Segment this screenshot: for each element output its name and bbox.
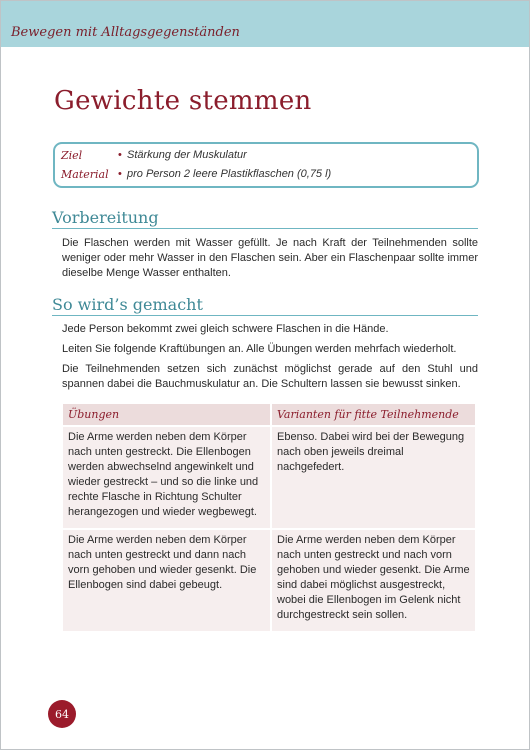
- info-label: Ziel: [61, 149, 83, 162]
- info-value: Stärkung der Muskulatur: [127, 149, 247, 161]
- exercise-table: [63, 404, 477, 631]
- paragraph-instruction: Jede Person bekommt zwei gleich schwere Flaschen in die Hände.: [62, 323, 389, 335]
- paragraph-vorbereitung: Die Flaschen werden mit Wasser gefüllt. Je nach Kraft der Teilnehmenden sollte weniger oder mehr Wasser in den Flaschen sein. Aber ein Flaschenpaar sollte immer dieselbe Menge Wasser enthalten.: [62, 237, 478, 279]
- table-header-cell: Übungen: [63, 404, 271, 426]
- info-label: Material: [61, 168, 109, 181]
- table-cell: Die Arme werden neben dem Körper nach unten gestreckt und dann nach vorn gehoben und wieder gesenkt. Die Ellenbogen sind dabei gebeugt.: [63, 529, 271, 631]
- bullet-icon: •: [118, 149, 122, 161]
- table-cell: Die Arme werden neben dem Körper nach unten gestreckt und nach vorn gehoben und wieder gesenkt. Die Arme sind dabei möglichst ausgestreckt, wobei die Ellenbogen im Gelenk nicht durchgestreckt sein sollen.: [271, 529, 476, 631]
- table-header-row: [63, 404, 476, 426]
- paragraph-instruction: Die Teilnehmenden setzen sich zunächst möglichst gerade auf den Stuhl und spannen dabei die Bauchmuskulatur an. Die Schultern lassen sie bewusst sinken.: [62, 363, 478, 390]
- table-header-cell: Varianten für fitte Teilnehmende: [271, 404, 476, 426]
- page-title: Gewichte stemmen: [54, 86, 312, 116]
- header-band: [1, 1, 529, 47]
- section-heading-so-wirds-gemacht: So wird’s gemacht: [52, 295, 478, 316]
- info-box: [53, 142, 479, 188]
- table-row: [63, 426, 476, 529]
- page-number-badge: 64: [48, 700, 76, 728]
- paragraph-instruction: Leiten Sie folgende Kraftübungen an. Alle Übungen werden mehrfach wiederholt.: [62, 343, 457, 355]
- bullet-icon: •: [118, 168, 122, 180]
- table-row: [63, 529, 476, 631]
- info-value: pro Person 2 leere Plastikflaschen (0,75 l): [127, 168, 332, 180]
- table-cell: Die Arme werden neben dem Körper nach unten gestreckt. Die Ellenbogen werden abwechselnd angewinkelt und wieder gestreckt – und so die linke und rechte Flasche in Richtung Schulter herangezogen und wieder wegbewegt.: [63, 426, 271, 529]
- table-cell: Ebenso. Dabei wird bei der Bewegung nach oben jeweils dreimal nachgefedert.: [271, 426, 476, 529]
- section-heading-vorbereitung: Vorbereitung: [52, 208, 478, 229]
- running-title: Bewegen mit Alltagsgegenständen: [11, 25, 240, 40]
